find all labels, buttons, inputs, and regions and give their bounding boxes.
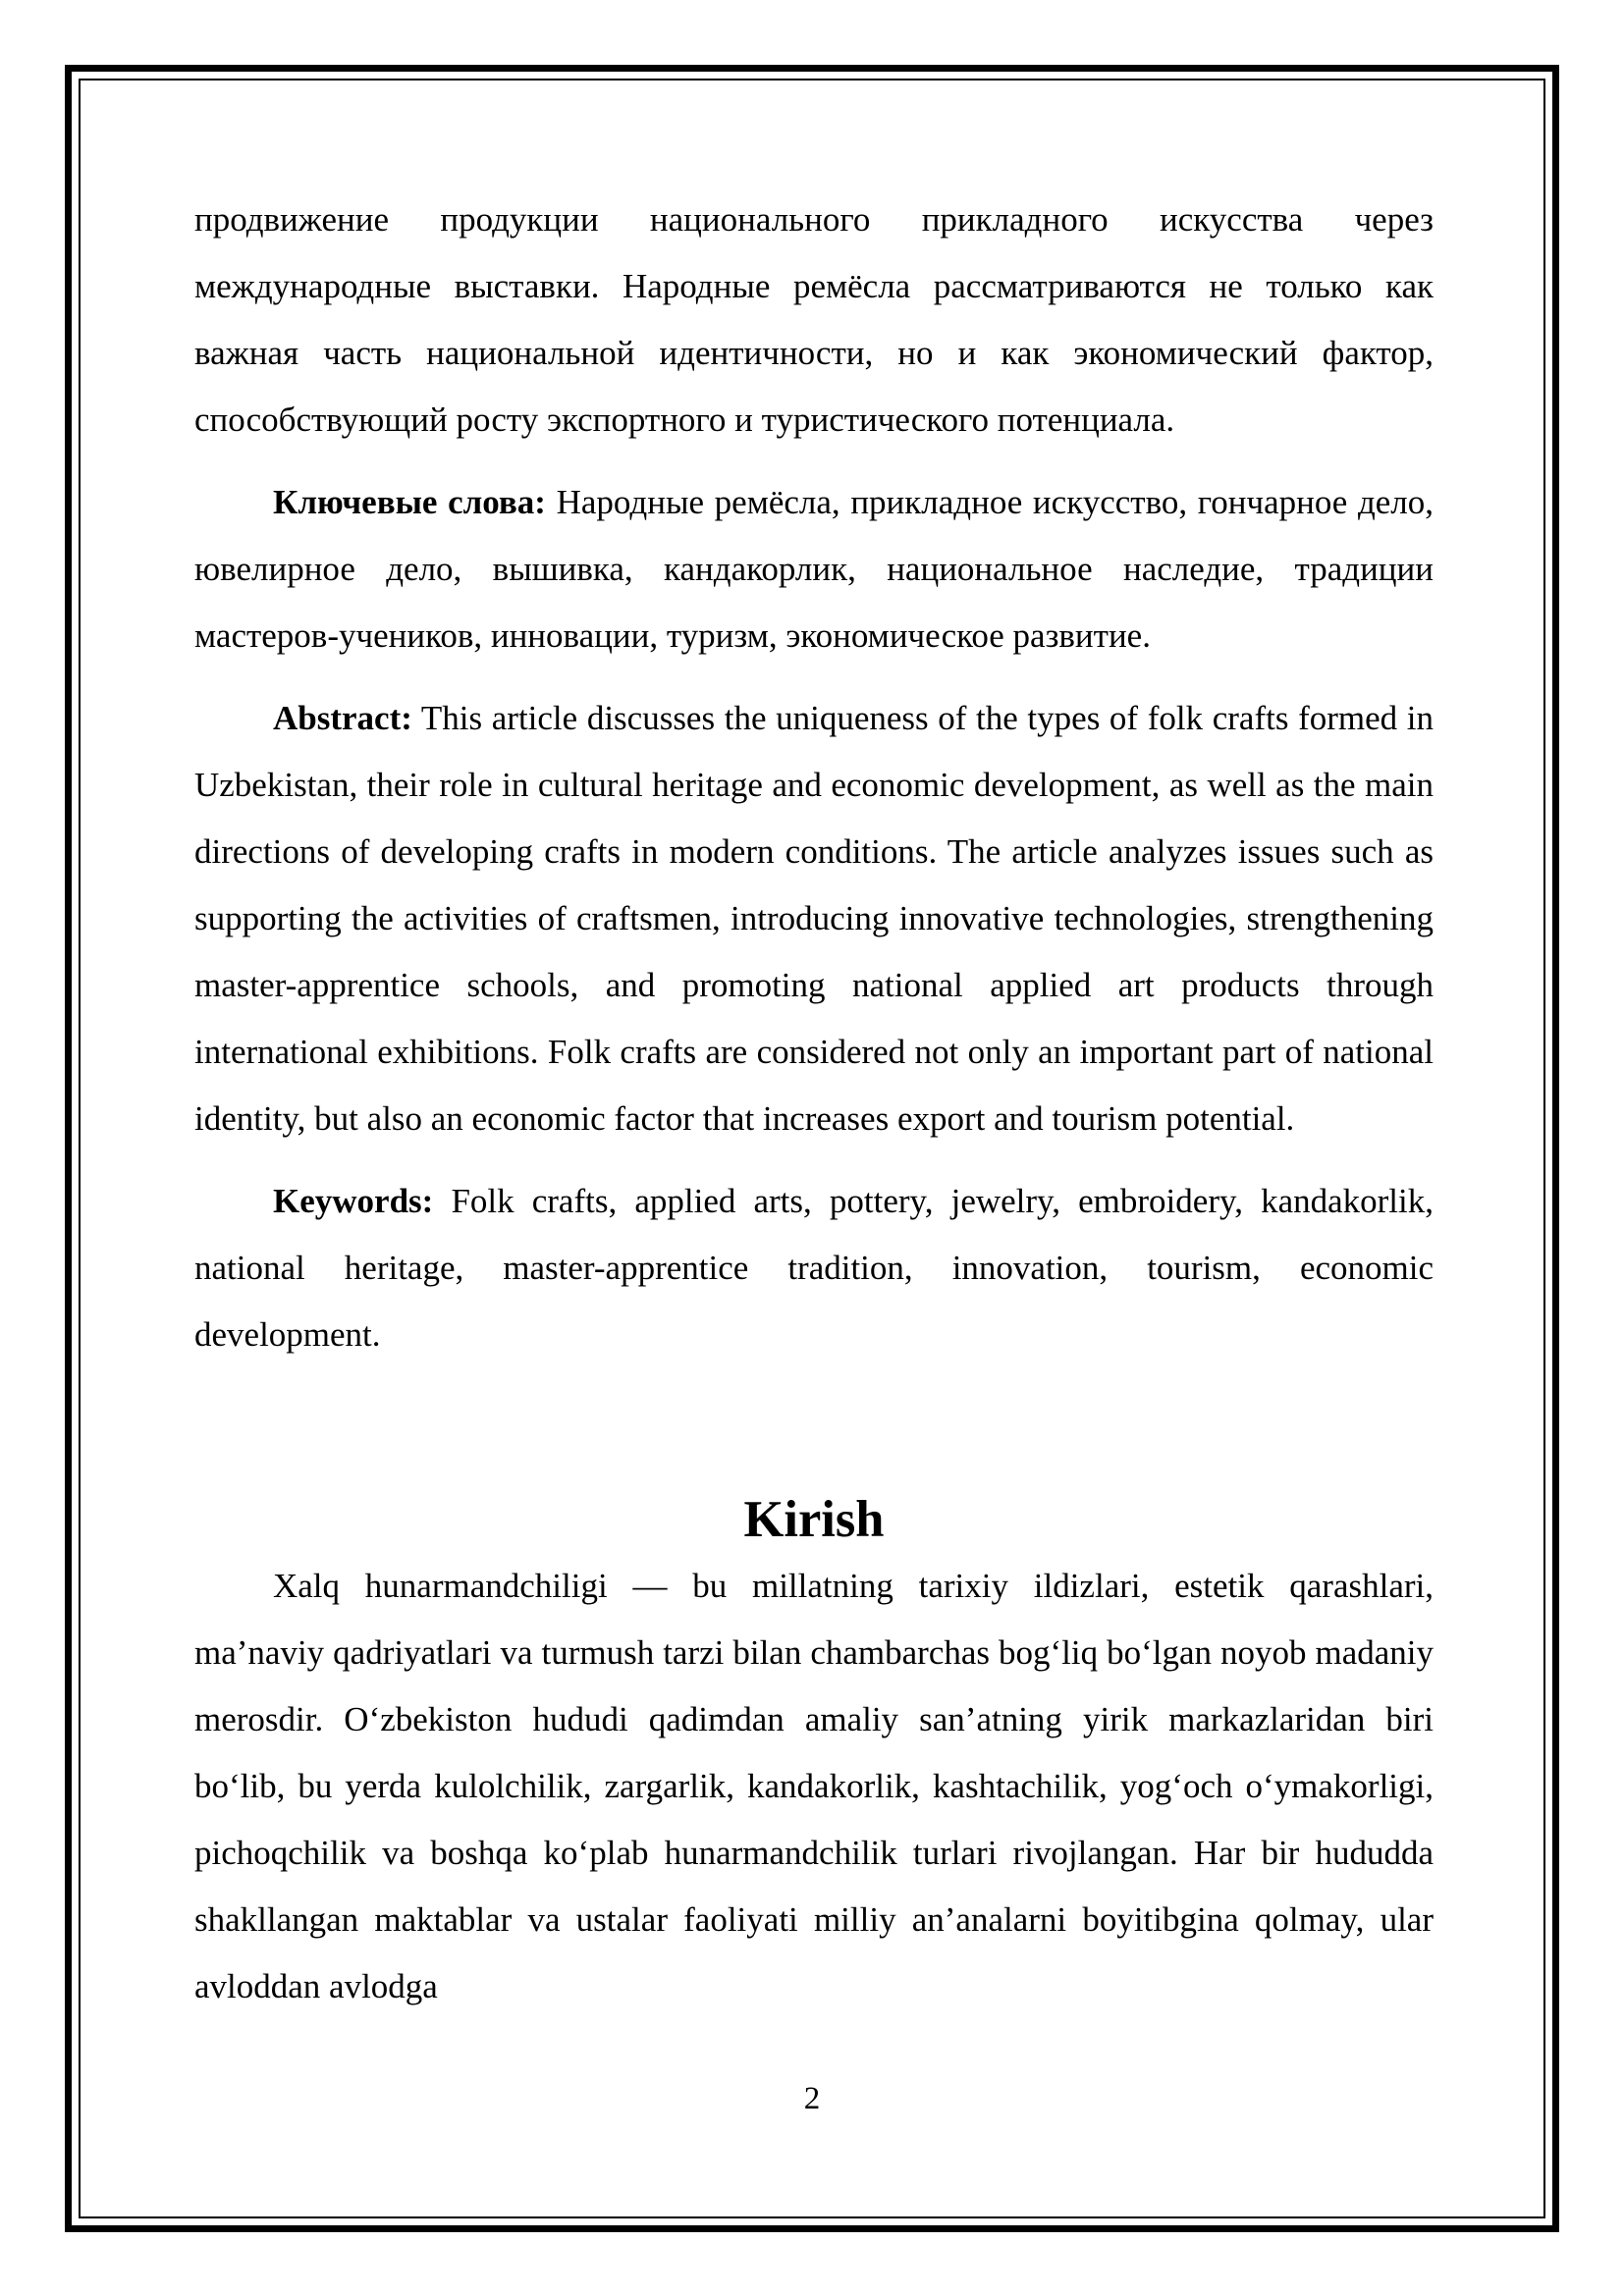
en-keywords-label: Keywords: xyxy=(273,1182,434,1220)
document-body xyxy=(194,187,1434,2020)
page-number: 2 xyxy=(803,2081,821,2116)
ru-keywords-text: Народные ремёсла, прикладное искусство, гончарное дело, ювелирное дело, вышивка, кандакорлик, национальное наследие, традиции мастеров-учеников, инновации, туризм, экономическое развитие. xyxy=(194,483,1434,655)
en-keywords-text: Folk crafts, applied arts, pottery, jewelry, embroidery, kandakorlik, national heritage, master-apprentice tradition, innovation, tourism, economic development. xyxy=(194,1182,1434,1354)
section-heading: Kirish xyxy=(743,1491,885,1548)
section-body: Xalq hunarmandchiligi — bu millatning tarixiy ildizlari, estetik qarashlari, ma’naviy qadriyatlari va turmush tarzi bilan chambarchas bog‘liq bo‘lgan noyob madaniy merosdir. O‘zbekiston hududi qadimdan amaliy san’atning yirik markazlaridan biri bo‘lib, bu yerda kulolchilik, zargarlik, kandakorlik, kashtachilik, yog‘och o‘ymakorligi, pichoqchilik va boshqa ko‘plab hunarmandchilik turlari rivojlangan. Har bir hududda shakllangan maktablar va ustalar faoliyati milliy an’analarni boyitibgina qolmay, ular avloddan avlodga xyxy=(194,1567,1434,2005)
ru-keywords-paragraph xyxy=(194,469,1434,669)
en-abstract-text: This article discusses the uniqueness of the types of folk crafts formed in Uzbekistan, their role in cultural heritage and economic development, as well as the main directions of developing crafts in modern conditions. The article analyzes issues such as supporting the activities of craftsmen, introducing innovative technologies, strengthening master-apprentice schools, and promoting national applied art products through international exhibitions. Folk crafts are considered not only an important part of national identity, but also an economic factor that increases export and tourism potential. xyxy=(194,699,1434,1138)
en-abstract-paragraph xyxy=(194,685,1434,1152)
ru-keywords-label: Ключевые слова: xyxy=(273,483,546,521)
ru-abstract-continuation: продвижение продукции национального прикладного искусства через международные выставки. Народные ремёсла рассматриваются не только как важная часть национальной идентичности, но и как экономический фактор, способствующий росту экспортного и туристического потенциала. xyxy=(194,200,1434,439)
en-keywords-paragraph xyxy=(194,1168,1434,1368)
en-abstract-label: Abstract: xyxy=(273,699,412,737)
